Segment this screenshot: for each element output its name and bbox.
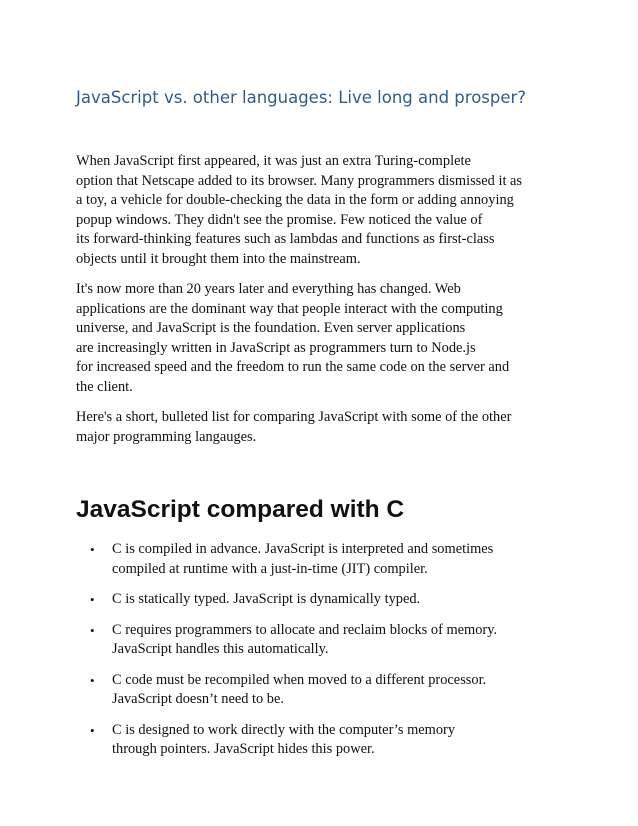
paragraph-line: are increasingly written in JavaScript as programmers turn to Node.js <box>76 339 476 356</box>
list-item <box>76 540 497 579</box>
bullet-icon: • <box>90 542 95 557</box>
list-item-line: C code must be recompiled when moved to a different processor. <box>112 671 487 688</box>
paragraph-line: objects until it brought them into the mainstream. <box>76 250 361 267</box>
paragraph-line: applications are the dominant way that people interact with the computing <box>76 300 503 317</box>
paragraph-intro <box>76 152 522 269</box>
list-item <box>76 621 497 660</box>
list-item-line: JavaScript handles this automatically. <box>112 641 329 657</box>
list-item <box>76 590 497 610</box>
bullet-icon: • <box>90 672 95 688</box>
bullet-icon: • <box>90 592 95 607</box>
paragraph-line: When JavaScript first appeared, it was just an extra Turing-complete <box>76 153 471 169</box>
list-item-line: C is statically typed. JavaScript is dynamically typed. <box>112 591 421 607</box>
paragraph-line: the client. <box>76 378 133 395</box>
paragraph-line: popup windows. They didn't see the promise. Few noticed the value of <box>76 211 483 228</box>
paragraph-now <box>76 280 509 397</box>
bullet-icon: • <box>90 622 95 638</box>
list-item-line: C requires programmers to allocate and reclaim blocks of memory. <box>112 621 498 638</box>
list-item-line: JavaScript doesn’t need to be. <box>112 691 284 707</box>
section-heading: JavaScript compared with C <box>76 496 405 523</box>
comparison-list <box>76 540 497 771</box>
paragraph-line: option that Netscape added to its browser. Many programmers dismissed it as <box>76 172 523 189</box>
list-item-line: through pointers. JavaScript hides this power. <box>112 741 375 757</box>
paragraph-line: major programming langauges. <box>76 428 257 445</box>
paragraph-line: its forward-thinking features such as lambdas and functions as first-class <box>76 231 495 247</box>
list-item-line: C is compiled in advance. JavaScript is interpreted and sometimes <box>112 541 494 557</box>
paragraph-list-intro <box>76 408 511 447</box>
bullet-icon: • <box>90 722 95 738</box>
paragraph-line: Here's a short, bulleted list for comparing JavaScript with some of the other <box>76 409 512 425</box>
paragraph-line: for increased speed and the freedom to run the same code on the server and <box>76 359 510 375</box>
list-item <box>76 721 497 760</box>
list-item-line: compiled at runtime with a just-in-time (JIT) compiler. <box>112 560 428 577</box>
page-title: JavaScript vs. other languages: Live long and prosper? <box>76 88 527 107</box>
list-item-line: C is designed to work directly with the computer’s memory <box>112 721 456 738</box>
paragraph-line: universe, and JavaScript is the foundation. Even server applications <box>76 320 466 336</box>
paragraph-line: a toy, a vehicle for double-checking the data in the form or adding annoying <box>76 192 514 208</box>
paragraph-line: It's now more than 20 years later and everything has changed. Web <box>76 281 461 297</box>
list-item <box>76 671 497 710</box>
